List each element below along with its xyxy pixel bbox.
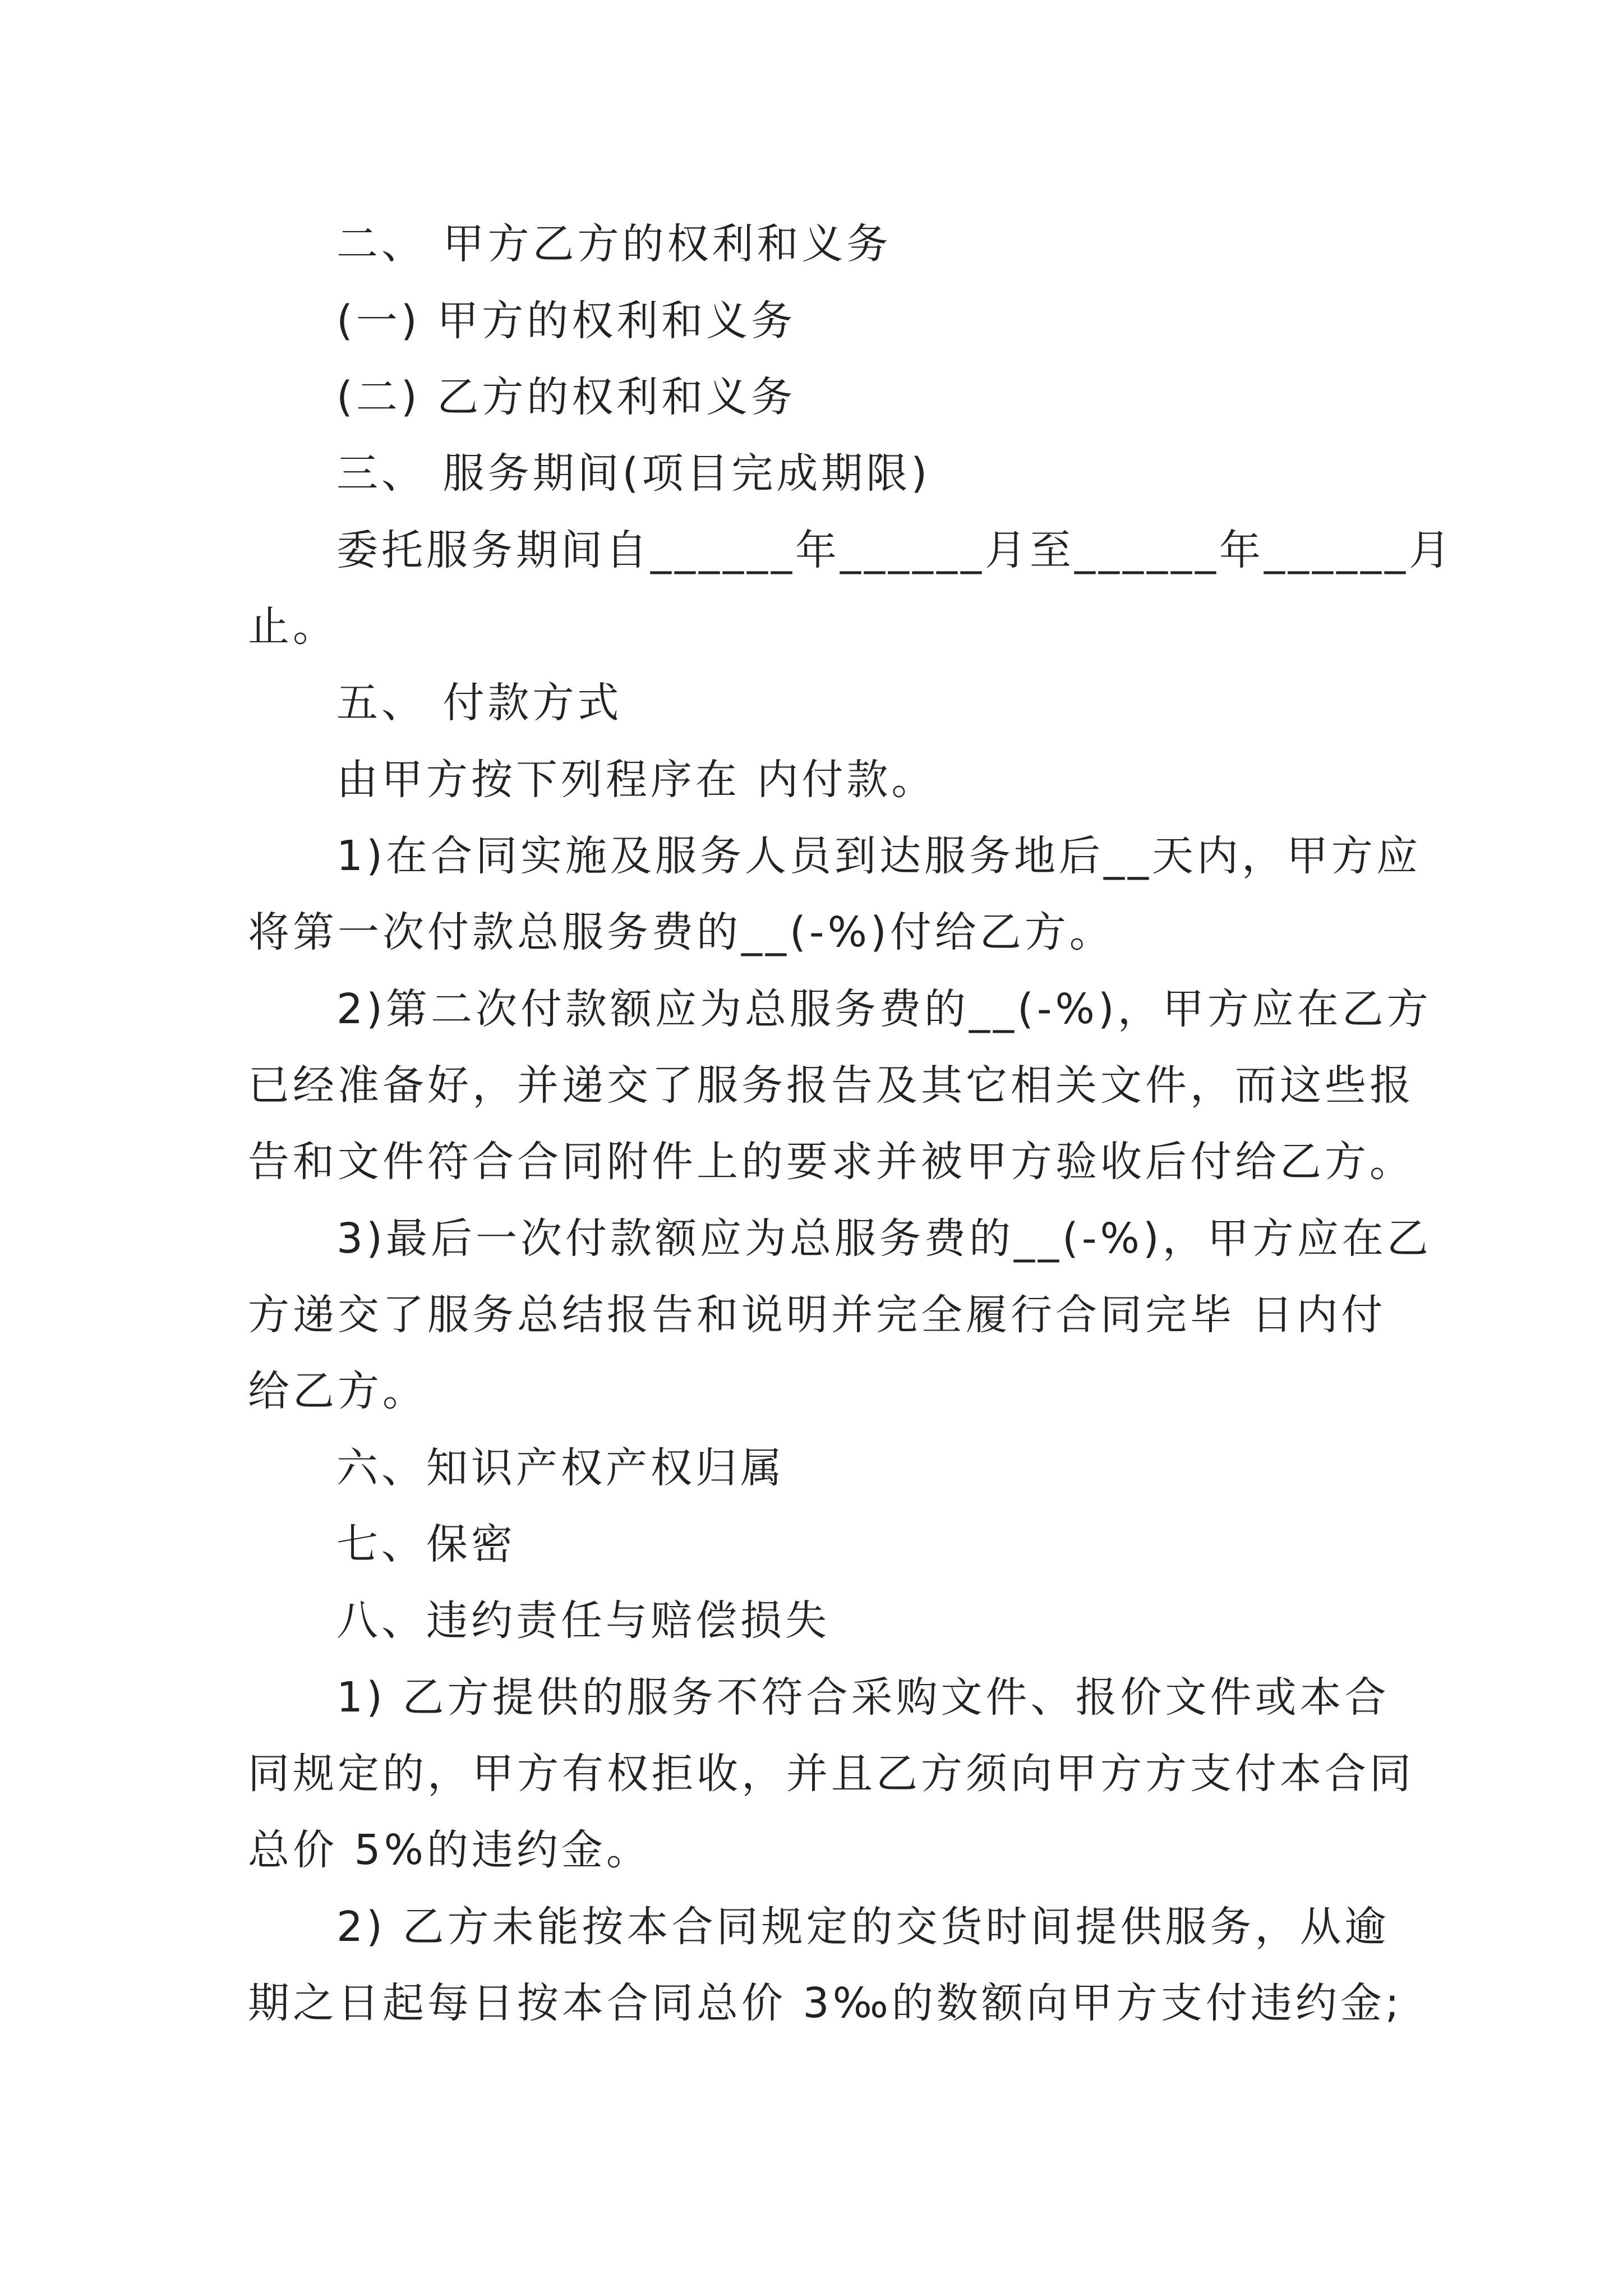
subsection-heading-2: (二) 乙方的权利和义务 — [336, 373, 796, 421]
paragraph-line: 总价 5%的违约金。 — [248, 1826, 651, 1874]
paragraph-line: 1)在合同实施及服务人员到达服务地后__天内，甲方应 — [336, 832, 1421, 880]
paragraph-line: 方递交了服务总结报告和说明并完全履行合同完毕 日内付 — [248, 1291, 1386, 1339]
section-heading-3: 三、 服务期间(项目完成期限) — [336, 449, 931, 498]
paragraph-line: 期之日起每日按本合同总价 3‰的数额向甲方支付违约金; — [248, 1979, 1403, 2027]
paragraph-line: 3)最后一次付款额应为总服务费的__(-%)，甲方应在乙 — [336, 1214, 1432, 1263]
paragraph-line: 给乙方。 — [248, 1367, 427, 1415]
section-heading-7: 七、保密 — [336, 1520, 516, 1568]
paragraph-line: 告和文件符合合同附件上的要求并被甲方验收后付给乙方。 — [248, 1138, 1414, 1186]
paragraph-line: 2) 乙方未能按本合同规定的交货时间提供服务，从逾 — [336, 1903, 1390, 1951]
paragraph-line: 由甲方按下列程序在 内付款。 — [336, 756, 937, 804]
section-heading-2: 二、 甲方乙方的权利和义务 — [336, 220, 892, 268]
section-heading-5: 五、 付款方式 — [336, 679, 623, 727]
subsection-heading-1: (一) 甲方的权利和义务 — [336, 297, 796, 345]
paragraph-line: 委托服务期间自______年______月至______年______月 — [336, 526, 1454, 574]
paragraph-line: 止。 — [248, 602, 338, 651]
paragraph-line: 1) 乙方提供的服务不符合采购文件、报价文件或本合 — [336, 1673, 1390, 1722]
paragraph-line: 将第一次付款总服务费的__(-%)付给乙方。 — [248, 908, 1114, 956]
paragraph-line: 已经准备好，并递交了服务报告及其它相关文件，而这些报 — [248, 1061, 1414, 1110]
section-heading-8: 八、违约责任与赔偿损失 — [336, 1596, 830, 1645]
paragraph-line: 同规定的，甲方有权拒收，并且乙方须向甲方方支付本合同 — [248, 1750, 1414, 1798]
section-heading-6: 六、知识产权产权归属 — [336, 1444, 785, 1492]
paragraph-line: 2)第二次付款额应为总服务费的__(-%)，甲方应在乙方 — [336, 985, 1432, 1033]
